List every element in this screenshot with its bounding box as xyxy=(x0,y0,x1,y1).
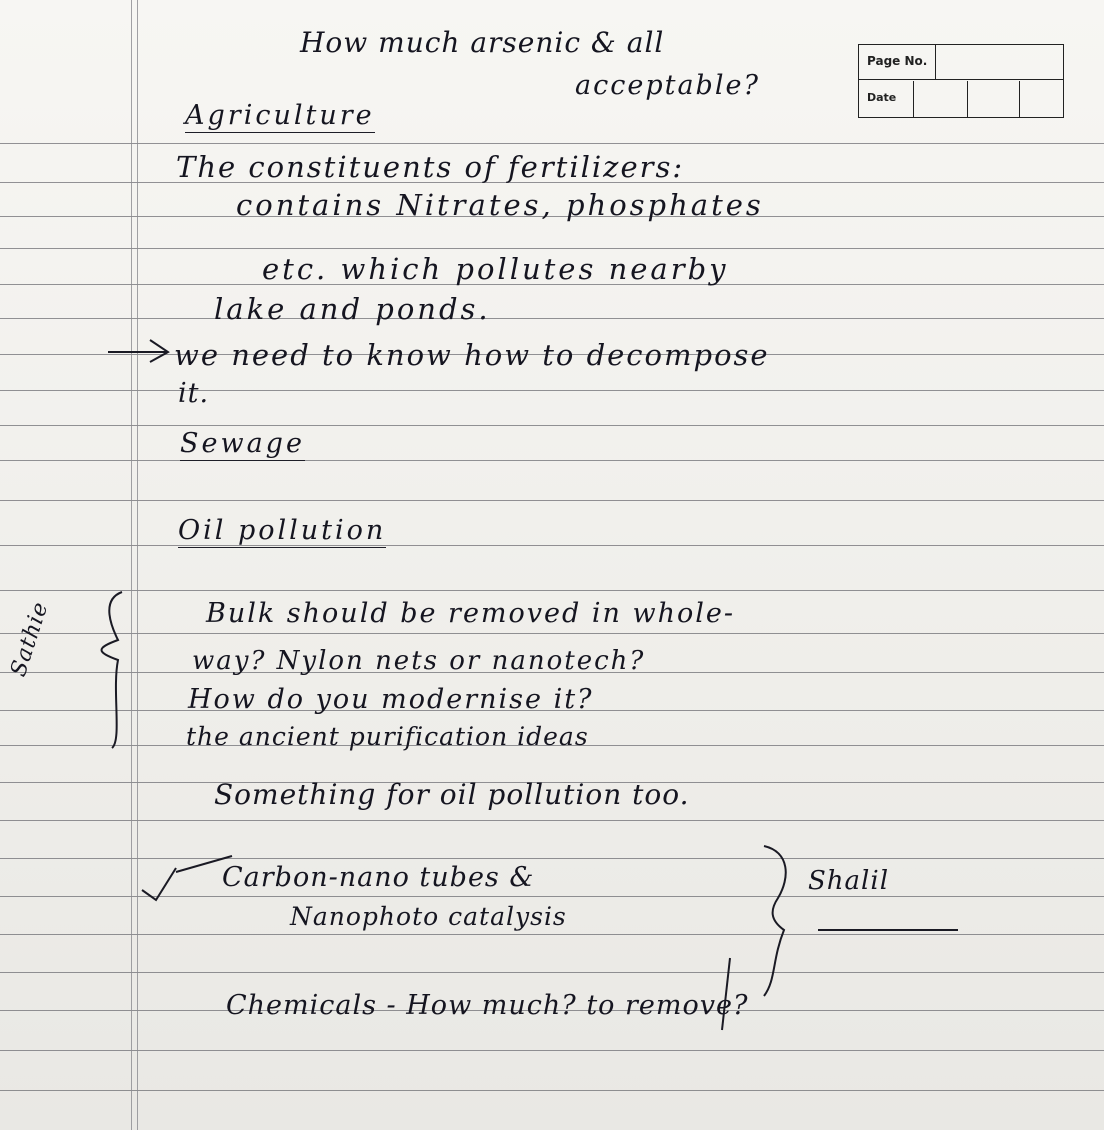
agriculture-line-2: contains Nitrates, phosphates xyxy=(236,188,764,222)
idea-line-1: Carbon-nano tubes & xyxy=(222,862,535,893)
oil-line-5: Something for oil pollution too. xyxy=(214,778,690,811)
side-name: Shalil xyxy=(808,866,890,896)
oil-line-4: the ancient purification ideas xyxy=(186,722,589,751)
oil-line-1: Bulk should be removed in whole- xyxy=(206,598,735,629)
arrow-note-continued: it. xyxy=(178,378,210,409)
title-line-1: How much arsenic & all xyxy=(300,26,665,59)
oil-pollution-heading: Oil pollution xyxy=(178,515,387,546)
vertical-stroke xyxy=(722,958,730,1030)
idea-line-2: Nanophoto catalysis xyxy=(290,902,567,931)
title-line-2: acceptable? xyxy=(575,70,760,101)
margin-name: Sathie xyxy=(6,598,54,680)
agriculture-line-3: etc. which pollutes nearby xyxy=(262,252,729,286)
date-label: Date xyxy=(867,91,897,104)
agriculture-heading: Agriculture xyxy=(185,100,375,131)
arrow-mark xyxy=(108,340,168,362)
right-brace xyxy=(764,846,786,996)
check-mark xyxy=(142,856,232,900)
oil-line-2: way? Nylon nets or nanotech? xyxy=(192,646,646,676)
left-brace xyxy=(102,592,123,748)
oil-line-3: How do you modernise it? xyxy=(188,684,594,715)
sewage-heading: Sewage xyxy=(180,428,305,459)
page-no-label: Page No. xyxy=(867,54,928,68)
chemicals-line: Chemicals - How much? to remove? xyxy=(226,990,749,1021)
agriculture-line-1: The constituents of fertilizers: xyxy=(176,150,685,184)
arrow-note: we need to know how to decompose xyxy=(174,338,770,372)
agriculture-line-4: lake and ponds. xyxy=(214,292,491,326)
